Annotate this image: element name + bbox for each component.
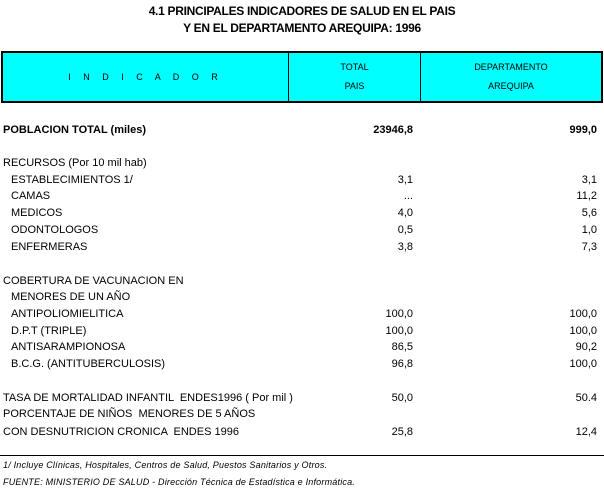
- table-row: [0, 289, 604, 305]
- value-arequipa: 1,0: [581, 224, 597, 236]
- value-pais: 25,8: [391, 426, 413, 438]
- row-label: ENFERMERAS: [11, 241, 88, 253]
- table-row: [0, 356, 604, 372]
- header-total-line1: TOTAL: [340, 62, 369, 72]
- table-row: [0, 306, 604, 322]
- row-label: ANTIPOLIOMIELITICA: [11, 308, 124, 320]
- table-row: [0, 390, 604, 406]
- value-pais: 3,1: [397, 174, 413, 186]
- divider: [0, 455, 604, 456]
- table-row: [0, 273, 604, 289]
- row-label: RECURSOS (Por 10 mil hab): [3, 157, 147, 169]
- value-arequipa: 11,2: [576, 190, 597, 202]
- table-row: [0, 424, 604, 440]
- value-pais: 96,8: [391, 358, 413, 370]
- value-arequipa: 100,0: [569, 358, 597, 370]
- source-note: FUENTE: MINISTERIO DE SALUD - Dirección Técnica de Estadística e Informática.: [3, 477, 355, 487]
- row-label: ANTISARAMPIONOSA: [11, 341, 126, 353]
- table-header: [1, 51, 603, 103]
- row-label: POBLACION TOTAL (miles): [3, 124, 147, 136]
- row-label: PORCENTAJE DE NIÑOS MENORES DE 5 AÑOS: [3, 408, 256, 420]
- table-row: [0, 339, 604, 355]
- table-row: [0, 239, 604, 255]
- table-row: [0, 122, 604, 138]
- value-arequipa: 100,0: [569, 325, 597, 337]
- value-arequipa: 100,0: [569, 308, 597, 320]
- value-arequipa: 7,3: [581, 241, 597, 253]
- header-total-line2: PAIS: [344, 81, 365, 91]
- row-label: MEDICOS: [11, 207, 63, 219]
- value-pais: ...: [403, 190, 413, 202]
- table-row: [0, 172, 604, 188]
- table-row: [0, 205, 604, 221]
- header-indicador: I N D I C A D O R: [3, 53, 289, 101]
- row-label: MENORES DE UN AÑO: [11, 291, 131, 303]
- footnote: 1/ Incluye Clínicas, Hospitales, Centros de Salud, Puestos Sanitarios y Otros.: [3, 460, 328, 470]
- row-label: B.C.G. (ANTITUBERCULOSIS): [11, 358, 166, 370]
- table-row: [0, 188, 604, 204]
- header-total-pais: [289, 53, 421, 101]
- row-label: CAMAS: [11, 190, 51, 202]
- title-line-2: Y EN EL DEPARTAMENTO AREQUIPA: 1996: [183, 21, 421, 35]
- value-arequipa: 999,0: [569, 124, 597, 136]
- row-label: D.P.T (TRIPLE): [11, 325, 87, 337]
- table-row: [0, 155, 604, 171]
- table-row: [0, 323, 604, 339]
- value-pais: 100,0: [385, 325, 413, 337]
- value-pais: 86,5: [391, 341, 413, 353]
- value-pais: 23946,8: [373, 124, 413, 136]
- value-arequipa: 3,1: [581, 174, 597, 186]
- table-row: [0, 406, 604, 422]
- value-arequipa: 50.4: [575, 392, 597, 404]
- row-label: ODONTOLOGOS: [11, 224, 99, 236]
- value-pais: 4,0: [397, 207, 413, 219]
- value-arequipa: 90,2: [575, 341, 597, 353]
- title-line-1: 4.1 PRINCIPALES INDICADORES DE SALUD EN EL PAIS: [148, 4, 456, 18]
- table-row: [0, 222, 604, 238]
- value-pais: 100,0: [385, 308, 413, 320]
- value-arequipa: 5,6: [581, 207, 597, 219]
- value-pais: 3,8: [397, 241, 413, 253]
- row-label: TASA DE MORTALIDAD INFANTIL ENDES1996 ( Por mil ): [3, 392, 293, 404]
- value-pais: 50,0: [391, 392, 413, 404]
- row-label: ESTABLECIMIENTOS 1/: [11, 174, 133, 186]
- header-dep-line1: DEPARTAMENTO: [474, 62, 548, 72]
- header-departamento: [421, 53, 601, 101]
- header-dep-line2: AREQUIPA: [488, 81, 534, 91]
- row-label: CON DESNUTRICION CRONICA ENDES 1996: [3, 426, 239, 438]
- row-label: COBERTURA DE VACUNACION EN: [3, 275, 184, 287]
- value-arequipa: 12,4: [575, 426, 597, 438]
- value-pais: 0,5: [397, 224, 413, 236]
